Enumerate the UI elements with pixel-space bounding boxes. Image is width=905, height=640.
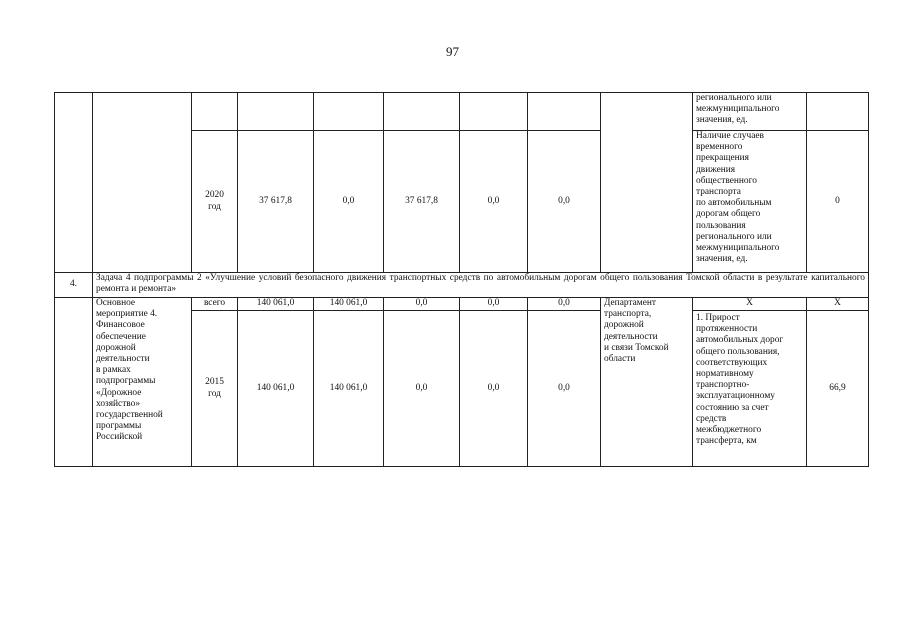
executor-cell: Департамент транспорта, дорожной деятельности и связи Томской области bbox=[601, 298, 693, 467]
local-cell: 0,0 bbox=[460, 311, 528, 467]
regional-cell: 0,0 bbox=[384, 311, 460, 467]
local-cell bbox=[460, 93, 528, 131]
total-cell: 37 617,8 bbox=[238, 131, 314, 273]
task-number-cell: 4. bbox=[55, 273, 93, 298]
federal-cell: 140 061,0 bbox=[314, 311, 384, 467]
table-row bbox=[55, 93, 869, 131]
local-cell: 0,0 bbox=[460, 131, 528, 273]
year-cell bbox=[192, 93, 238, 131]
federal-cell: 0,0 bbox=[314, 131, 384, 273]
extra-cell: 0,0 bbox=[528, 298, 601, 311]
indicator-cell: Х bbox=[693, 298, 807, 311]
year-cell: всего bbox=[192, 298, 238, 311]
federal-cell bbox=[314, 93, 384, 131]
federal-cell: 140 061,0 bbox=[314, 298, 384, 311]
number-cell bbox=[55, 298, 93, 467]
total-cell: 140 061,0 bbox=[238, 298, 314, 311]
number-cell bbox=[55, 93, 93, 273]
program-table bbox=[54, 92, 869, 467]
total-cell: 140 061,0 bbox=[238, 311, 314, 467]
regional-cell: 37 617,8 bbox=[384, 131, 460, 273]
measure-cell: Основное мероприятие 4. Финансовое обеспечение дорожной деятельности в рамках подпрограммы «Дорожное хозяйство» государственной программы Российской bbox=[93, 298, 192, 467]
executor-cell bbox=[601, 93, 693, 273]
extra-cell: 0,0 bbox=[528, 311, 601, 467]
indicator-cell: 1. Прирост протяженности автомобильных дорог общего пользования, соответствующих нормативному транспортно- эксплуатационному состоянию за счет средств межбюджетного трансферта, км bbox=[693, 311, 807, 467]
value-cell: 66,9 bbox=[807, 311, 869, 467]
value-cell bbox=[807, 93, 869, 131]
year-cell: 2015 год bbox=[192, 311, 238, 467]
indicator-cell: регионального или межмуниципального значения, ед. bbox=[693, 93, 807, 131]
extra-cell: 0,0 bbox=[528, 131, 601, 273]
page-number: 97 bbox=[446, 44, 459, 59]
total-cell bbox=[238, 93, 314, 131]
regional-cell bbox=[384, 93, 460, 131]
local-cell: 0,0 bbox=[460, 298, 528, 311]
value-cell: 0 bbox=[807, 131, 869, 273]
table-row bbox=[55, 273, 869, 298]
regional-cell: 0,0 bbox=[384, 298, 460, 311]
value-cell: Х bbox=[807, 298, 869, 311]
indicator-cell: Наличие случаев временного прекращения движения общественного транспорта по автомобильным дорогам общего пользования регионального или межмуниципального значения, ед. bbox=[693, 131, 807, 273]
table-row bbox=[55, 298, 869, 311]
measure-cell bbox=[93, 93, 192, 273]
task-title-cell: Задача 4 подпрограммы 2 «Улучшение условий безопасного движения транспортных средств по автомобильным дорогам общего пользования Томской области в результате капитального ремонта и ремонта» bbox=[93, 273, 869, 298]
year-cell: 2020 год bbox=[192, 131, 238, 273]
extra-cell bbox=[528, 93, 601, 131]
